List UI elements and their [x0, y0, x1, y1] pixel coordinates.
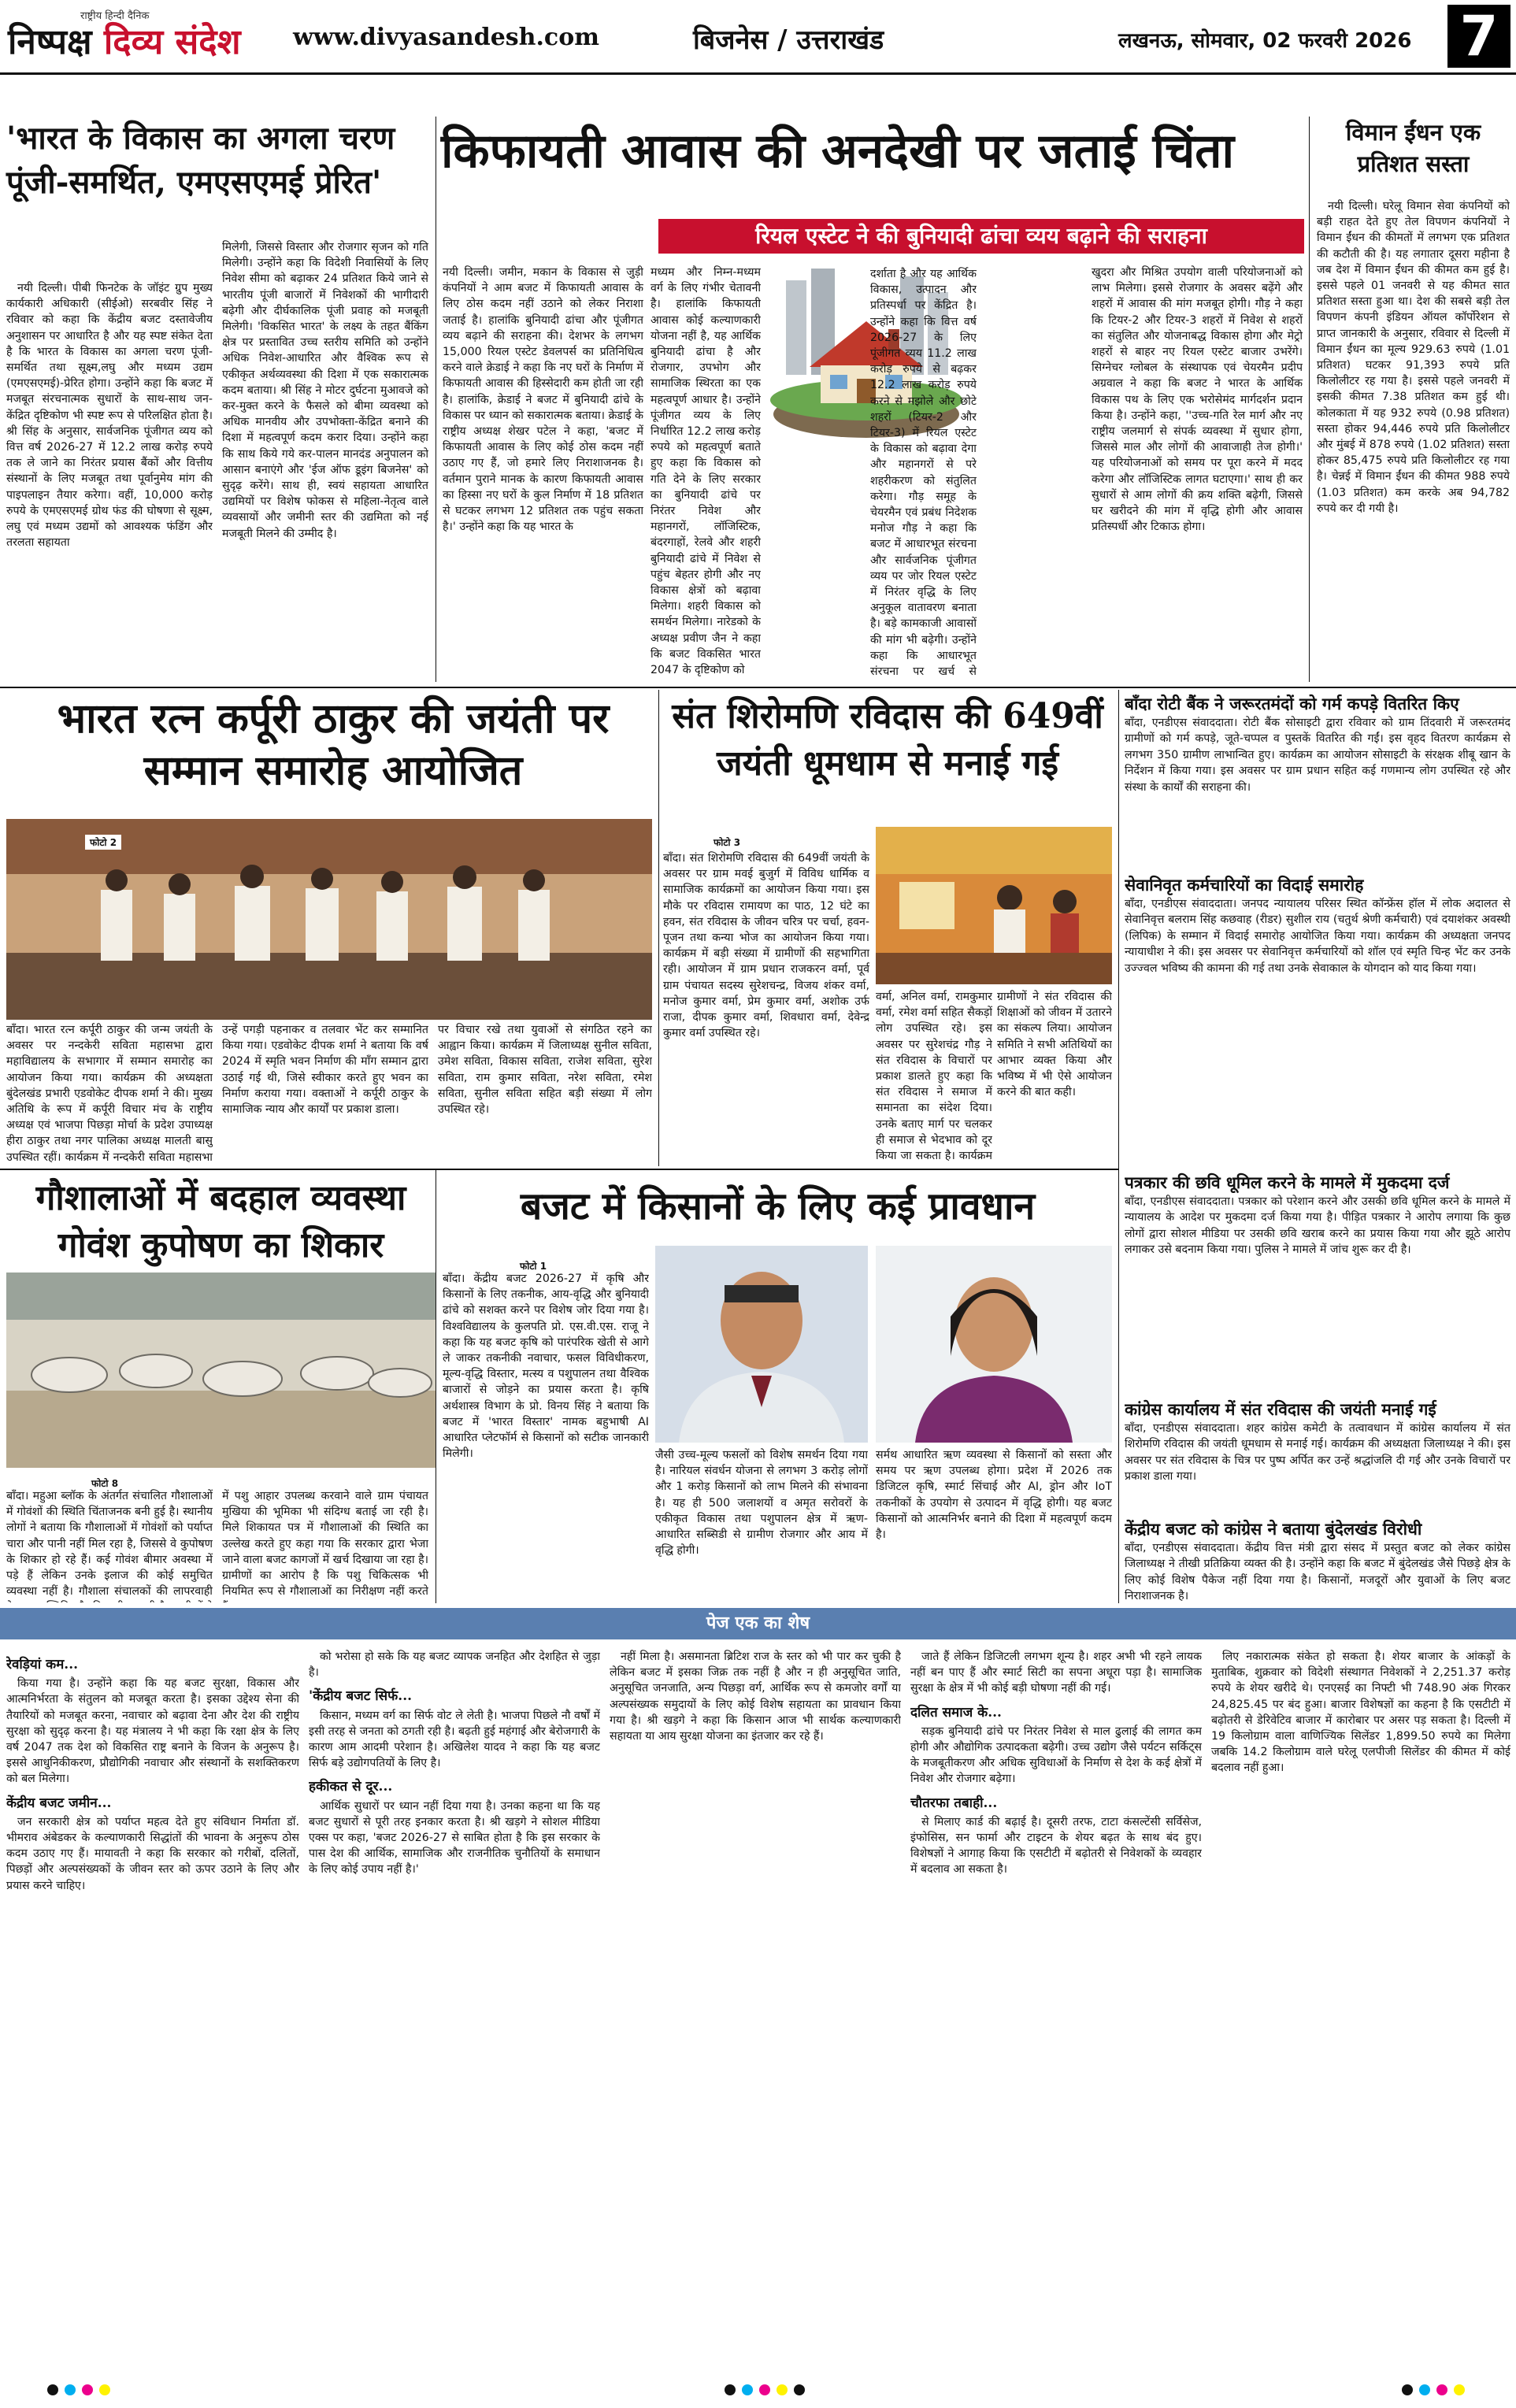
housing-body-col1: नयी दिल्ली। जमीन, मकान के विकास से जुड़ी कंपनियों ने आम बजट में किफायती आवास के लिए ठोस कदम नहीं उठाने को लेकर निराशा जताई है। हालांकि बुनियादी ढांचा और पूंजीगत व्यय बढ़ाने की सराहना की। देशभर के लगभग 15,000 रियल एस्टेट डेवलपर्स का प्रतिनिधित्व करने वाले क्रेडाई ने कहा कि नए घरों के निर्माण में किफायती आवास की हिस्सेदारी कम होती जा रही है। हालांकि, क्रेडाई ने बजट में बुनियादी ढांचे के विकास पर ध्यान को सकारात्मक बताया। क्रेडाई के राष्ट्रीय अध्यक्ष शेखर पटेल ने कहा, 'बजट में किफायती आवास के लिए कोई ठोस कदम नहीं उठाए गए हैं, जो हमारे लिए निराशाजनक है। वर्तमान पुराने मानक के कारण किफायती आवास का हिस्सा नए घरों के कुल निर्माण में 18 प्रतिशत से घटकर लगभग 12 प्रतिशत तक पहुंच सकता है।' उन्होंने कहा कि यह भारत के — [443, 266, 643, 534]
divider — [1309, 117, 1310, 682]
divider — [0, 1169, 1118, 1170]
continuation-text: जन सरकारी क्षेत्र को पर्याप्त महत्व देते हुए संविधान निर्माता डॉ. भीमराव अंबेडकर के कल्याणकारी सिद्धांतों की भावना के अनुरूप ठोस कदम उठाए गए हैं। मायावती ने कहा कि सरकार को गरीबों, दलितों, पिछड़ों और अल्पसंख्यकों के जीवन स्तर को ऊपर उठाने के लिए और प्रयास करने चाहिए। — [6, 1815, 299, 1892]
continuation-banner: पेज एक का शेष — [0, 1608, 1516, 1639]
continuation-title: केंद्रीय बजट जमीन... — [6, 1795, 112, 1811]
brief-4 — [1125, 1397, 1510, 1513]
continuation-text: नहीं मिला है। असमानता ब्रिटिश राज के स्तर को भी पार कर चुकी है लेकिन बजट में इसका जिक्र तक नहीं है और न ही अनुसूचित जाति, अनुसूचित जनजाति, अन्य पिछड़ा वर्ग, आर्थिक रूप से कमजोर वर्गों या अल्पसंख्यक समुदायों के लिए कोई विशेष सहायता का प्रावधान किया गया है। श्री खड़गे ने कहा कि किसान आज भी सार्थक कल्याणकारी सहायता या आय सुरक्षा योजना का इंतजार कर रहे हैं। — [610, 1650, 901, 1743]
continuation-text: को भरोसा हो सके कि यह बजट व्यापक जनहित और देशहित से जुड़ा है। — [309, 1650, 600, 1680]
ravidas-body-col2: वर्मा, अनिल वर्मा, रामकुमार वर्मा, रमेश वर्मा सहित सैकड़ों लोग उपस्थित रहे। इस अवसर पर सुरेशचंद्र गौड़ ने संत रविदास के विचारों पर प्रकाश डालते हुए कहा कि संत रविदास ने समाज में समानता का संदेश दिया। उनके बताए मार्ग पर चलकर ही समाज से भेदभाव को दूर किया जा सकता है। कार्यक्रम — [876, 991, 992, 1162]
housing-body-col4: खुदरा और मिश्रित उपयोग वाली परियोजनाओं को लाभ मिलेगा। इससे रोजगार के अवसर बढ़ेंगे और शहरों में आवास की मांग मजबूत होगी। गौड़ ने कहा कि टियर-2 और टियर-3 शहरों में निवेश से शहरों का संतुलित और योजनाबद्ध विकास होगा और मेट्रो शहरों से बाहर नए रियल एस्टेट बाजार उभरेंगे। सिग्नेचर ग्लोबल के संस्थापक एवं चेयरमैन प्रदीप अग्रवाल ने कहा कि बजट ने भारत के आर्थिक विकास पथ के लिए एक भरोसेमंद मार्गदर्शन प्रदान किया है। उन्होंने कहा, ''उच्च-गति रेल मार्ग और नए राष्ट्रीय जलमार्ग से संपर्क व्यवस्था में सुधार होगा, जिससे माल और लोगों की आवाजाही तेज होगी।' यह परियोजनाओं को समय पर पूरा करने में मदद करेगा और लॉजिस्टिक लागत घटाएगा।' साथ ही कर सुधारों से आम लोगों की क्रय शक्ति बढ़ेगी, जिससे घर खरीदने की मांग में वृद्धि होगी और आवास प्रतिस्पर्धी और टिकाऊ होगा। — [1092, 266, 1303, 534]
continuation-title: चौतरफा तबाही... — [910, 1795, 998, 1811]
karpoori-body-col3: पर विचार रखे तथा युवाओं से संगठित रहने का आह्वान किया। कार्यक्रम में जिलाध्यक्ष सुनील सविता, उमेश सविता, विकास सविता, राजेश सविता, सुरेश सविता, राम कुमार सविता, नरेश सविता, रमेश सविता, सुनील सविता सहित बड़ी संख्या में लोग उपस्थित रहे। — [438, 1024, 652, 1117]
photo-caption: फोटो 8 — [87, 1476, 123, 1491]
continuation-text: किया गया है। उन्होंने कहा कि यह बजट सुरक्षा, विकास और आत्मनिर्भरता के संतुलन को मजबूत करता है। इसका उद्देश्य सेना की तैयारियों को मजबूत करना, नवाचार को बढ़ावा देना और देश की राष्ट्रीय सुरक्षा को सुदृढ़ करना है। यह मंत्रालय ने भी कहा कि रक्षा क्षेत्र के लिए वर्ष 2047 तक देश को विकसित राष्ट्र बनाने के विजन के अनुरूप है। इससे आधुनिकीकरण, प्रौद्योगिकी नवाचार और संस्थानों के सशक्तिकरण को बल मिलेगा। — [6, 1677, 299, 1786]
cows-photo — [6, 1273, 436, 1468]
brief-5 — [1125, 1517, 1510, 1605]
brief-body: बाँदा, एनडीएस संवाददाता। शहर कांग्रेस कमेटी के तत्वावधान में कांग्रेस कार्यालय में संत शिरोमणि रविदास की जयंती धूमधाम से मनाई गई। कार्यक्रम की अध्यक्षता जिलाध्यक्ष ने की। इस अवसर पर संत रविदास के चित्र पर पुष्प अर्पित कर उन्हें श्रद्धांजलि दी गई और उनके विचारों पर प्रकाश डाला गया। — [1125, 1421, 1510, 1484]
cows-headline: गौशालाओं में बदहाल व्यवस्था गोवंश कुपोषण का शिकार — [35, 1178, 406, 1265]
cows-body-col2: में पशु आहार उपलब्ध करवाने वाले ग्राम पंचायत मुखिया की भूमिका भी संदिग्ध बताई जा रही है। मिले शिकायत पत्र में गौशालाओं की स्थिति का उल्लेख करते हुए कहा गया कि सरकार द्वारा भेजा जाने वाला बजट कागजों में खर्च दिखाया जा रहा है। ग्रामीणों का आरोप है कि पशु चिकित्सक भी नियमित रूप से गौशालाओं का निरीक्षण नहीं करते — [222, 1490, 428, 1599]
continuation-col2 — [309, 1649, 600, 2381]
continuation-col3 — [610, 1649, 901, 2381]
masthead — [0, 0, 1516, 75]
fuel-body: नयी दिल्ली। घरेलू विमान सेवा कंपनियों को बड़ी राहत देते हुए तेल विपणन कंपनियों ने विमान ईंधन की कीमतों में लगभग एक प्रतिशत की कटौती की है। यह लगातार दूसरा महीना है जब देश में विमान ईंधन की कीमत कम हुई है। इससे पहले 01 जनवरी से यह कीमत सात प्रतिशत सस्ता हुआ था। देश की सबसे बड़ी तेल विपणन कंपनी इंडियन ऑयल कॉर्पोरेशन से प्राप्त जानकारी के अनुसार, रविवार से दिल्ली में विमान ईंधन का मूल्य 929.63 रुपये (1.01 प्रतिशत) घटकर 91,393 रुपये प्रति किलोलीटर रह गया है। इससे पहले जनवरी में इसकी कीमत 7.38 प्रतिशत कम हुई थी। कोलकाता में यह 932 रुपये (0.98 प्रतिशत) सस्ता होकर 94,446 रुपये प्रति किलोलीटर और मुंबई में 878 रुपये (1.02 प्रतिशत) सस्ता होकर 85,475 रुपये प्रति किलोलीटर रह गया है। चेन्नई में विमान ईंधन की कीमत 988 रुपये (1.03 प्रतिशत) कम करके अब 94,782 रुपये कर दी गयी है। — [1317, 200, 1510, 515]
divider — [658, 690, 659, 1166]
farmers-body-col3: सर्मथ आधारित ऋण व्यवस्था से किसानों को सस्ता और समय पर ऋण उपलब्ध होगा। प्रदेश में 2026 तक डिजिटल कृषि, स्मार्ट सिंचाई और AI, ड्रोन और IoT तकनीकों के उपयोग से उत्पादन में वृद्धि होगी। यह बजट किसानों को आत्मनिर्भर बनाने की दिशा में महत्वपूर्ण कदम है। — [876, 1449, 1112, 1542]
continuation-title: 'केंद्रीय बजट सिर्फ... — [309, 1688, 413, 1705]
housing-body-col3: दर्शाता है और यह आर्थिक विकास, उत्पादन और प्रतिस्पर्धा पर केंद्रित है। उन्होंने कहा कि वित्त वर्ष 2026-27 के लिए पूंजीगत व्यय 11.2 लाख करोड़ रुपये से बढ़कर 12.2 लाख करोड़ रुपये करने से मझोले और छोटे शहरों (टियर-2 और टियर-3) में रियल एस्टेट के विकास को बढ़ावा देगा और महानगरों से परे शहरीकरण को संतुलित करेगा। गौड़ समूह के चेयरमैन एवं प्रबंध निदेशक मनोज गौड़ ने कहा कि बजट में आधारभूत संरचना और सार्वजनिक पूंजीगत व्यय पर जोर रियल एस्टेट में निरंतर वृद्धि के लिए अनुकूल वातावरण बनाता है। बड़े कामकाजी आवासों की मांग भी बढ़ेगी। उन्होंने कहा कि आधारभूत संरचना पर खर्च से — [870, 268, 977, 678]
msme-body-col1: नयी दिल्ली। पीबी फिनटेक के जॉइंट ग्रुप मुख्य कार्यकारी अधिकारी (सीईओ) सरबवीर सिंह ने रविवार को कहा कि केंद्रीय बजट दस्तावेजीय अनुशासन पर आधारित है और यह स्पष्ट संकेत देता है कि भारत के विकास का अगला चरण पूंजी-समर्थित तथा सूक्ष्म,लघु और मध्यम उद्यम (एमएसएमई)-प्रेरित होगा। उन्होंने कहा कि बजट में मजबूत संरचनात्मक सुधारों के साथ-साथ जन-केंद्रित दृष्टिकोण भी स्पष्ट रूप से परिलक्षित होता है। श्री सिंह के अनुसार, सार्वजनिक पूंजीगत व्यय को वित्त वर्ष 2026-27 में 12.2 लाख करोड़ रुपये तक ले जाने का निरंतर प्रयास बैंकों और वित्तीय संस्थानों के लिए मजबूत तथा पूर्वानुमेय मांग की पाइपलाइन तैयार करेगा। वहीं, 10,000 करोड़ रुपये के एमएसएमई ग्रोथ फंड की घोषणा से सूक्ष्म, लघु एवं मध्यम उद्यमों को आवश्यक फंडिंग और तरलता सहायता — [6, 282, 213, 550]
housing-headline: किफायती आवास की अनदेखी पर जताई चिंता — [441, 124, 1235, 179]
brief-title: कांग्रेस कार्यालय में संत रविदास की जयंती मनाई गई — [1125, 1399, 1436, 1419]
brief-body: बाँदा, एनडीएस संवाददाता। रोटी बैंक सोसाइटी द्वारा रविवार को ग्राम तिंदवारी में जरूरतमंद ग्रामीणों को गर्म कपड़े, जूते-चप्पल व पुस्तकें वितरित की गईं। इस वृहद वितरण कार्यक्रम से लगभग 350 ग्रामीण लाभान्वित हुए। कार्यक्रम का आयोजन सोसाइटी के संरक्षक शीबू खान के निर्देशन में किया गया। इस अवसर पर ग्राम प्रधान सहित कई गणमान्य लोग उपस्थित रहे और संस्था के कार्यों की सराहना की। — [1125, 716, 1510, 794]
continuation-title: हकीकत से दूर... — [309, 1779, 393, 1795]
edition-date: लखनऊ, सोमवार, 02 फरवरी 2026 — [1118, 29, 1412, 53]
cows-body-col1: बाँदा। महुआ ब्लॉक के अंतर्गत संचालित गौशालाओं में गोवंशों की स्थिति चिंताजनक बनी हुई है। स्थानीय लोगों ने बताया कि गौशालाओं में गोवंशों को पर्याप्त चारा और पानी नहीं मिल रहा है, जिससे वे कुपोषण के शिकार हो रहे हैं। कई गोवंश बीमार अवस्था में पड़े हैं लेकिन उनके इलाज की कोई समुचित व्यवस्था नहीं है। गौशाला संचालकों की लापरवाही — [6, 1490, 213, 1599]
msme-body-col2: मिलेगी, जिससे विस्तार और रोजगार सृजन को गति मिलेगी। उन्होंने कहा कि विदेशी निवासियों के लिए निवेश सीमा को बढ़ाकर 24 प्रतिशत किये जाने से भारतीय पूंजी बाजारों में निवेशकों की भागीदारी बढ़ेगी और दीर्घकालिक पूंजी प्रवाह को मजबूती मिलेगी। 'विकसित भारत' के लक्ष्य के तहत बैंकिंग क्षेत्र पर प्रस्तावित उच्च स्तरीय समिति को उन्होंने अधिक निवेश-आधारित और वैश्विक रूप से एकीकृत अर्थव्यवस्था की दिशा में एक सकारात्मक कदम बताया। श्री सिंह ने मोटर दुर्घटना मुआवजे को कर-मुक्त करने के फैसले को बीमा व्यवस्था को अधिक मानवीय और उपभोक्ता-केंद्रित बनाने की दिशा में महत्वपूर्ण कदम करार दिया। उन्होंने कहा कि साथ किये गये कर-पालन मानदंड अनुपालन को आसान बनाएंगे और 'ईज ऑफ डूइंग बिजनेस' को सुदृढ़ करेंगे। साथ ही, स्वयं सहायता आधारित उद्यमियों पर विशेष फोकस से महिला-नेतृत्व वाले व्यवसायों और जमीनी स्तर की उद्यमिता को नई मजबूती मिलने की उम्मीद है। — [222, 241, 428, 540]
brief-body: बाँदा, एनडीएस संवाददाता। केंद्रीय वित्त मंत्री द्वारा संसद में प्रस्तुत बजट को लेकर कांग्रेस जिलाध्यक्ष ने तीखी प्रतिक्रिया व्यक्त की है। उन्होंने कहा कि बजट में बुंदेलखंड जैसे पिछड़े क्षेत्र के लिए कोई विशेष पैकेज नहीं दिया गया है। किसानों, मजदूरों और युवाओं के लिए बजट निराशाजनक है। — [1125, 1541, 1510, 1603]
puja-photo-icon — [876, 827, 1112, 984]
divider — [0, 687, 1516, 688]
photo-caption: फोटो 1 — [515, 1258, 551, 1273]
brief-title: बाँदा रोटी बैंक ने जरूरतमंदों को गर्म कपड़े वितरित किए — [1125, 694, 1459, 713]
photo-caption: फोटो 2 — [85, 835, 121, 850]
man-portrait-icon — [655, 1246, 868, 1443]
fuel-headline: विमान ईंधन एक प्रतिशत सस्ता — [1345, 119, 1481, 177]
woman-portrait-icon — [876, 1246, 1112, 1443]
continuation-col4 — [910, 1649, 1202, 2381]
ravidas-headline: संत शिरोमणि रविदास की 649वीं जयंती धूमधाम से मनाई गई — [672, 696, 1103, 784]
brief-3 — [1125, 1170, 1510, 1394]
continuation-title: दलित समाज के... — [910, 1704, 1002, 1721]
ravidas-body-col3: ग्रामीणों ने संत रविदास की शिक्षाओं को जीवन में उतारने का संकल्प लिया। आयोजन समिति ने सभी अतिथियों का आभार व्यक्त किया और भविष्य में भी ऐसे आयोजन करने की बात कही। — [997, 991, 1112, 1099]
continuation-col5 — [1211, 1649, 1510, 2381]
farmers-headline: बजट में किसानों के लिए कई प्रावधान — [520, 1184, 1036, 1228]
section-title: बिजनेस / उत्तराखंड — [693, 24, 884, 56]
continuation-text: किसान, मध्यम वर्ग का सिर्फ वोट ले लेती है। भाजपा पिछले नौ वर्षों में इसी तरह से जनता को ठगती रही है। बढ़ती हुई महंगाई और बेरोजगारी के कारण आम आदमी परेशान है। अखिलेश यादव ने कहा कि यह बजट सिर्फ बड़े उद्योगपतियों के लिए है। — [309, 1709, 600, 1770]
continuation-text: सड़क बुनियादी ढांचे पर निरंतर निवेश से माल ढुलाई की लागत कम होगी और औद्योगिक उत्पादकता बढ़ेगी। उच्च उद्योग जैसे पर्यटन सर्किट्स के मजबूतीकरण और अधिक सुविधाओं के निर्माण से देश के कई क्षेत्रों में निवेश और रोजगार बढ़ेगा। — [910, 1724, 1202, 1786]
page-number: 7 — [1447, 5, 1510, 68]
ravidas-photo — [876, 827, 1112, 984]
brief-title: पत्रकार की छवि धूमिल करने के मामले में मुकदमा दर्ज — [1125, 1173, 1450, 1192]
brief-body: बाँदा, एनडीएस संवाददाता। जनपद न्यायालय परिसर स्थित कॉन्फ्रेंस हॉल में लोक अदालत से सेवानिवृत्त बलराम सिंह कछवाह (रीडर) सुशील राय (चतुर्थ श्रेणी कर्मचारी) एवं दयाशंकर अवस्थी (लिपिक) के सम्मान में विदाई समारोह आयोजित किया गया। कार्यक्रम की अध्यक्षता जनपद न्यायाधीश ने की। इस अवसर पर सेवानिवृत्त कर्मचारियों को शॉल एवं स्मृति चिन्ह भेंट कर उनके उज्ज्वल भविष्य की कामना की गई तथा उनके सेवाकाल के योगदान को याद किया गया। — [1125, 897, 1510, 975]
continuation-text: आर्थिक सुधारों पर ध्यान नहीं दिया गया है। उनका कहना था कि यह बजट सुधारों से पूरी तरह इनकार करता है। श्री खड़गे ने सोशल मीडिया एक्स पर कहा, 'बजट 2026-27 से साबित होता है कि इस सरकार के पास देश की आर्थिक, सामाजिक और राजनीतिक चुनौतियों के समाधान के लिए कोई उपाय नहीं है।' — [309, 1799, 600, 1876]
brief-1 — [1125, 691, 1510, 863]
photo-caption: फोटो 3 — [709, 835, 745, 850]
continuation-text: से मिलाए कार्ड की बढ़ाई है। दूसरी तरफ, टाटा कंसल्टेंसी सर्विसेज, इंफोसिस, सन फार्मा और टाइटन के शेयर बढ़त के साथ बंद हुए। विशेषज्ञों ने आगाह किया कि एसटीटी में बढ़ोतरी से निवेशकों के व्यवहार में बदलाव आ सकता है। — [910, 1815, 1202, 1876]
brief-body: बाँदा, एनडीएस संवाददाता। पत्रकार को परेशान करने और उसकी छवि धूमिल करने के मामले में न्यायालय के आदेश पर मुकदमा दर्ज किया गया है। पीड़ित पत्रकार ने आरोप लगाया कि कुछ लोगों द्वारा सोशल मीडिया पर उसकी छवि खराब करने का प्रयास किया गया और झूठे आरोप लगाकर उसे बदनाम किया गया। पुलिस ने मामले में जांच शुरू कर दी है। — [1125, 1195, 1510, 1257]
housing-body-col2: मध्यम और निम्न-मध्यम वर्ग के लिए गंभीर चेतावनी है। हालांकि किफायती आवास कोई कल्याणकारी योजना नहीं है, यह आर्थिक बुनियादी ढांचा है और रोजगार, उपभोग और सामाजिक स्थिरता का एक महत्वपूर्ण आधार है। उन्होंने पूंजीगत व्यय के लिए निर्धारित 12.2 लाख करोड़ रुपये को महत्वपूर्ण बताते हुए कहा कि विकास को गति देने के लिए सरकार का बुनियादी ढांचे पर निरंतर निवेश और महानगरों, लॉजिस्टिक, बंदरगाहों, रेलवे और शहरी बुनियादी ढांचे में निवेश से पहुंच बेहतर होगी और नए विकास क्षेत्रों को बढ़ावा मिलेगा। शहरी विकास को समर्थन मिलेगा। नारेडको के अध्यक्ष प्रवीण जैन ने कहा कि बजट विकसित भारत 2047 के दृष्टिकोण को — [651, 266, 761, 677]
brief-title: सेवानिवृत कर्मचारियों का विदाई समारोह — [1125, 875, 1364, 895]
farmers-body-col1: बाँदा। केंद्रीय बजट 2026-27 में कृषि और किसानों के लिए तकनीक, आय-वृद्धि और बुनियादी ढांचे को सशक्त करने पर विशेष जोर दिया गया है। विश्वविद्यालय के कुलपति प्रो. एस.वी.एस. राजू ने कहा कि यह बजट कृषि को पारंपरिक खेती से आगे ले जाकर तकनीकी नवाचार, फसल विविधीकरण, मूल्य-वृद्धि विस्तार, मत्स्य व पशुपालन तथा वैश्विक बाजारों से जोड़ने का प्रयास करता है। कृषि अर्थशास्त्र विभाग के प्रो. विनय सिंह ने बताया कि बजट में 'भारत विस्तार' नामक बहुभाषी AI आधारित प्लेटफॉर्म से किसानों को सटीक जानकारी मिलेगी। — [443, 1273, 649, 1461]
print-registration-marks — [725, 2384, 805, 2395]
ravidas-body-col1: बाँदा। संत शिरोमणि रविदास की 649वीं जयंती के अवसर पर ग्राम मवई बुजुर्ग में विविध धार्मिक व सामाजिक कार्यक्रमों का आयोजन किया गया। इस मौके पर रविदास रामायण का पाठ, 12 घंटे का हवन, संत रविदास के जीवन चरित्र पर चर्चा, हवन-पूजन तथा कन्या भोज का आयोजन किया गया। कार्यक्रम में बड़ी संख्या में ग्रामीणों की सहभागिता रही। आयोजन में ग्राम प्रधान राजकरन वर्मा, पूर्व ग्राम पंचायत सदस्य सुरेशचन्द्र, विजय शंकर वर्मा, मनोज कुमार वर्मा, प्रेम कुमार वर्मा, अशोक उर्फ राजा, दीपक कुमार वर्मा, शिवधारा वर्मा, देवेन्द्र कुमार वर्मा उपस्थित रहे। — [663, 852, 869, 1040]
continuation-text: जाते हैं लेकिन डिजिटली लगभग शून्य है। शहर अभी भी रहने लायक नहीं बन पाए हैं और स्मार्ट सिटी का सपना अधूरा पड़ा है। सामाजिक सुरक्षा के क्षेत्र में भी कोई बड़ी घोषणा नहीं की गई। — [910, 1650, 1202, 1695]
brief-2 — [1125, 872, 1510, 1164]
print-registration-marks — [1402, 2384, 1465, 2395]
continuation-title: रेवड़ियां कम... — [6, 1657, 79, 1673]
divider — [1118, 690, 1119, 1603]
housing-body-col3b — [980, 265, 1088, 678]
logo-tagline: राष्ट्रीय हिन्दी दैनिक — [80, 10, 150, 22]
portrait-photo-man — [655, 1246, 868, 1443]
housing-subhead: रियल एस्टेट ने की बुनियादी ढांचा व्यय बढ़ाने की सराहना — [658, 219, 1304, 254]
portrait-photo-woman — [876, 1246, 1112, 1443]
print-registration-marks — [47, 2384, 110, 2395]
msme-headline: 'भारत के विकास का अगला चरण पूंजी-समर्थित, एमएसएमई प्रेरित' — [6, 120, 395, 201]
continuation-text: लिए नकारात्मक संकेत हो सकता है। शेयर बाजार के आंकड़ों के मुताबिक, शुक्रवार को विदेशी संस्थागत निवेशकों ने 2,251.37 करोड़ रुपये के शेयर खरीदे थे। एनएसई का निफ्टी भी 748.90 अंक गिरकर 24,825.45 पर बंद हुआ। बाजार विशेषज्ञों का कहना है कि एसटीटी में बढ़ोतरी से डेरिवेटिव बाजार में कारोबार पर असर पड़ सकता है। दिल्ली में 19 किलोग्राम वाला वाणिज्यिक सिलेंडर 1,899.50 रुपये का मिलेगा जबकि 14.2 किलोग्राम वाले घरेलू एलपीजी सिलेंडर की कीमत में कोई बदलाव नहीं हुआ। — [1211, 1650, 1510, 1775]
logo-name: निष्पक्ष दिव्य संदेश — [8, 22, 241, 62]
cattle-photo-icon — [6, 1273, 436, 1468]
karpoori-body-col1: बाँदा। भारत रत्न कर्पूरी ठाकुर की जन्म जयंती के अवसर पर नन्दकेरी सविता महासभा द्वारा महाविद्यालय के सभागार में सम्मान समारोह का आयोजन किया गया। कार्यक्रम की अध्यक्षता बुंदेलखंड प्रभारी एडवोकेट दीपक शर्मा ने की। मुख्य अतिथि के रूप में कर्पूरी विचार मंच के राष्ट्रीय अध्यक्ष एवं भाजपा पिछड़ा मोर्चा के प्रदेश उपाध्यक्ष हीरा ठाकुर तथा नगर पालिका अध्यक्ष मालती बासु उपस्थित रहीं। कार्यक्रम में नन्दकेरी सविता महासभा — [6, 1024, 213, 1164]
brief-title: केंद्रीय बजट को कांग्रेस ने बताया बुंदेलखंड विरोधी — [1125, 1519, 1422, 1539]
continuation-col1 — [6, 1649, 299, 2381]
logo — [8, 6, 241, 66]
ravidas-photo-2 — [663, 819, 868, 850]
karpoori-headline: भारत रत्न कर्पूरी ठाकुर की जयंती पर सम्मान समारोह आयोजित — [57, 695, 610, 795]
website-link[interactable]: www.divyasandesh.com — [293, 24, 599, 51]
karpoori-body-col2: उन्हें पगड़ी पहनाकर व तलवार भेंट कर सम्मानित किया गया। एडवोकेट दीपक शर्मा ने बताया कि वर्ष 2024 में स्मृति भवन निर्माण की माँग सम्मान द्वारा उठाई गई थी, जिसे स्वीकार करते हुए भवन का निर्माण कराया गया। वक्ताओं ने कर्पूरी ठाकुर के सामाजिक न्याय और कार्यों पर प्रकाश डाला। — [222, 1024, 428, 1117]
farmers-body-col2: जैसी उच्च-मूल्य फसलों को विशेष समर्थन दिया गया है। नारियल संवर्धन योजना से लगभग 3 करोड़ लोगों और 1 करोड़ किसानों को लाभ मिलने की संभावना है। यह ही 500 जलाशयों व अमृत सरोवरों के एकीकृत विकास तथा पशुपालन क्षेत्र में ऋण-आधारित सब्सिडी से ग्रामीण रोजगार और आय में वृद्धि होगी। — [655, 1449, 868, 1558]
